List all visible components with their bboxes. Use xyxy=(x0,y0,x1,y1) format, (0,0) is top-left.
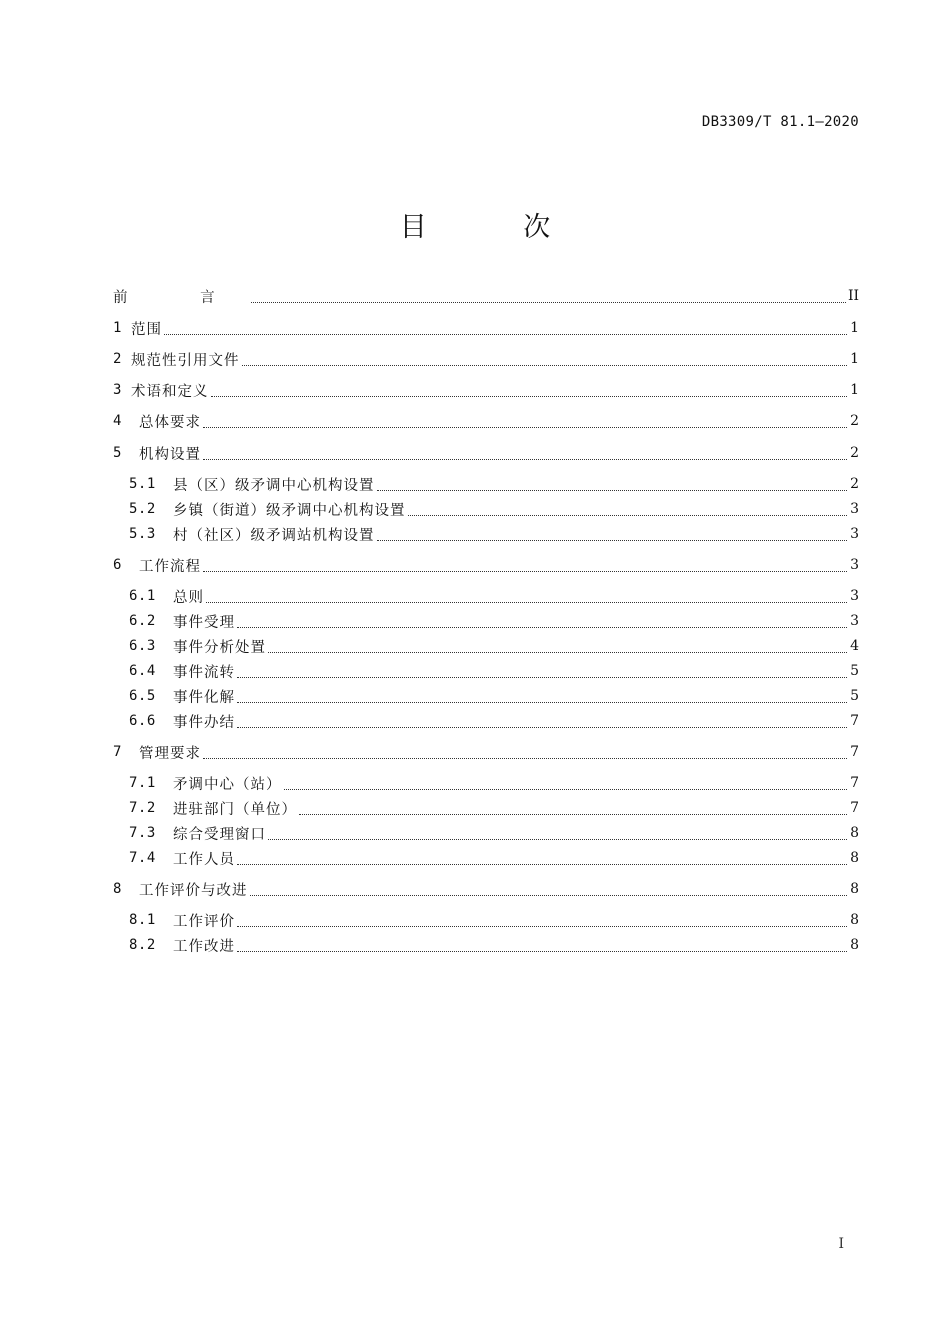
toc-entry-5[interactable] xyxy=(113,439,859,467)
dot-leader xyxy=(299,813,847,815)
toc-entry-6-4[interactable] xyxy=(129,657,859,685)
dot-leader xyxy=(251,301,846,303)
toc-page-number: 1 xyxy=(850,382,859,398)
toc-number: 5 xyxy=(113,445,122,461)
toc-page-number: 2 xyxy=(850,413,859,429)
toc-page-number: 2 xyxy=(850,476,859,492)
toc-label: 规范性引用文件 xyxy=(131,352,240,369)
toc-number: 8 xyxy=(113,881,122,897)
toc-entry-6-3[interactable] xyxy=(129,632,859,660)
toc-entry-7-2[interactable] xyxy=(129,794,859,822)
toc-number: 4 xyxy=(113,413,122,429)
dot-leader xyxy=(203,757,847,759)
dot-leader xyxy=(164,333,847,335)
toc-label: 县（区）级矛调中心机构设置 xyxy=(173,477,375,494)
dot-leader xyxy=(237,950,847,952)
toc-page-number: 7 xyxy=(850,775,859,791)
toc-entry-7[interactable] xyxy=(113,738,859,766)
toc-label: 矛调中心（站） xyxy=(173,776,282,793)
dot-leader xyxy=(237,676,847,678)
toc-page-number: 8 xyxy=(850,881,859,897)
toc-entry-7-4[interactable] xyxy=(129,844,859,872)
dot-leader xyxy=(237,626,847,628)
toc-label: 乡镇（街道）级矛调中心机构设置 xyxy=(173,502,406,519)
toc-entry-5-3[interactable] xyxy=(129,520,859,548)
toc-entry-preface[interactable] xyxy=(113,282,859,310)
toc-number: 6.3 xyxy=(129,638,156,654)
toc-label: 工作改进 xyxy=(173,938,235,955)
toc-number: 5.3 xyxy=(129,526,156,542)
toc-number: 6.5 xyxy=(129,688,156,704)
dot-leader xyxy=(237,863,847,865)
toc-entry-5-1[interactable] xyxy=(129,470,859,498)
toc-page-number: 1 xyxy=(850,320,859,336)
toc-number: 2 xyxy=(113,351,122,367)
toc-label: 事件办结 xyxy=(173,714,235,731)
toc-label: 工作流程 xyxy=(139,558,201,575)
toc-page-number: 5 xyxy=(850,663,859,679)
toc-page-number: 7 xyxy=(850,744,859,760)
dot-leader xyxy=(377,539,848,541)
toc-label: 管理要求 xyxy=(139,745,201,762)
toc-page-number: 2 xyxy=(850,445,859,461)
document-id: DB3309/T 81.1—2020 xyxy=(701,114,859,130)
dot-leader xyxy=(237,925,847,927)
toc-page-number: 8 xyxy=(850,937,859,953)
page-folio: I xyxy=(838,1236,844,1252)
toc-label: 范围 xyxy=(131,321,162,338)
dot-leader xyxy=(211,395,848,397)
toc-label: 事件受理 xyxy=(173,614,235,631)
dot-leader xyxy=(268,838,847,840)
toc-entry-5-2[interactable] xyxy=(129,495,859,523)
toc-label: 事件化解 xyxy=(173,689,235,706)
toc-number: 8.1 xyxy=(129,912,156,928)
toc-entry-8-1[interactable] xyxy=(129,906,859,934)
toc-number: 5.1 xyxy=(129,476,156,492)
toc-number: 6 xyxy=(113,557,122,573)
dot-leader xyxy=(408,514,848,516)
toc-label: 进驻部门（单位） xyxy=(173,801,297,818)
toc-page-number: 3 xyxy=(850,557,859,573)
toc-title: 目 次 xyxy=(399,212,595,243)
toc-label: 总体要求 xyxy=(139,414,201,431)
toc-entry-7-3[interactable] xyxy=(129,819,859,847)
dot-leader xyxy=(237,726,847,728)
toc-label: 综合受理窗口 xyxy=(173,826,266,843)
toc-entry-3[interactable] xyxy=(113,376,859,404)
toc-page-number: 5 xyxy=(850,688,859,704)
toc-page-number: 1 xyxy=(850,351,859,367)
dot-leader xyxy=(237,701,847,703)
toc-entry-8[interactable] xyxy=(113,875,859,903)
toc-entry-6[interactable] xyxy=(113,551,859,579)
toc-page-number: 7 xyxy=(850,713,859,729)
toc-number: 6.4 xyxy=(129,663,156,679)
toc-page-number: 8 xyxy=(850,825,859,841)
toc-label: 总则 xyxy=(173,589,204,606)
toc-label: 术语和定义 xyxy=(131,383,209,400)
dot-leader xyxy=(206,601,847,603)
toc-number: 6.2 xyxy=(129,613,156,629)
dot-leader xyxy=(203,458,847,460)
toc-number: 6.6 xyxy=(129,713,156,729)
toc-number: 8.2 xyxy=(129,937,156,953)
toc-entry-2[interactable] xyxy=(113,345,859,373)
toc-page-number: 4 xyxy=(850,638,859,654)
toc-number: 7.4 xyxy=(129,850,156,866)
toc-label: 村（社区）级矛调站机构设置 xyxy=(173,527,375,544)
toc-label: 工作评价与改进 xyxy=(139,882,248,899)
toc-number: 7.3 xyxy=(129,825,156,841)
toc-label: 事件流转 xyxy=(173,664,235,681)
toc-page-number: 7 xyxy=(850,800,859,816)
toc-number: 5.2 xyxy=(129,501,156,517)
toc-number: 3 xyxy=(113,382,122,398)
toc-entry-6-2[interactable] xyxy=(129,607,859,635)
toc-page-number: 8 xyxy=(850,850,859,866)
dot-leader xyxy=(284,788,848,790)
toc-label: 事件分析处置 xyxy=(173,639,266,656)
toc-entry-8-2[interactable] xyxy=(129,931,859,959)
toc-page-number: 8 xyxy=(850,912,859,928)
toc-label: 前 言 xyxy=(113,289,249,306)
toc-entry-6-5[interactable] xyxy=(129,682,859,710)
toc-page-number: 3 xyxy=(850,526,859,542)
toc-page-number: 3 xyxy=(850,501,859,517)
toc-number: 1 xyxy=(113,320,122,336)
toc-entry-6-1[interactable] xyxy=(129,582,859,610)
toc-label: 工作评价 xyxy=(173,913,235,930)
toc-number: 6.1 xyxy=(129,588,156,604)
toc-page-number: II xyxy=(847,288,859,304)
dot-leader xyxy=(242,364,848,366)
toc-entry-7-1[interactable] xyxy=(129,769,859,797)
dot-leader xyxy=(203,426,847,428)
toc-number: 7.1 xyxy=(129,775,156,791)
dot-leader xyxy=(250,894,848,896)
dot-leader xyxy=(268,651,847,653)
dot-leader xyxy=(203,570,847,572)
toc-entry-4[interactable] xyxy=(113,407,859,435)
toc-number: 7 xyxy=(113,744,122,760)
toc-label: 机构设置 xyxy=(139,446,201,463)
toc-entry-6-6[interactable] xyxy=(129,707,859,735)
toc-number: 7.2 xyxy=(129,800,156,816)
toc-page-number: 3 xyxy=(850,588,859,604)
toc-label: 工作人员 xyxy=(173,851,235,868)
toc-entry-1[interactable] xyxy=(113,314,859,342)
dot-leader xyxy=(377,489,848,491)
toc-page-number: 3 xyxy=(850,613,859,629)
